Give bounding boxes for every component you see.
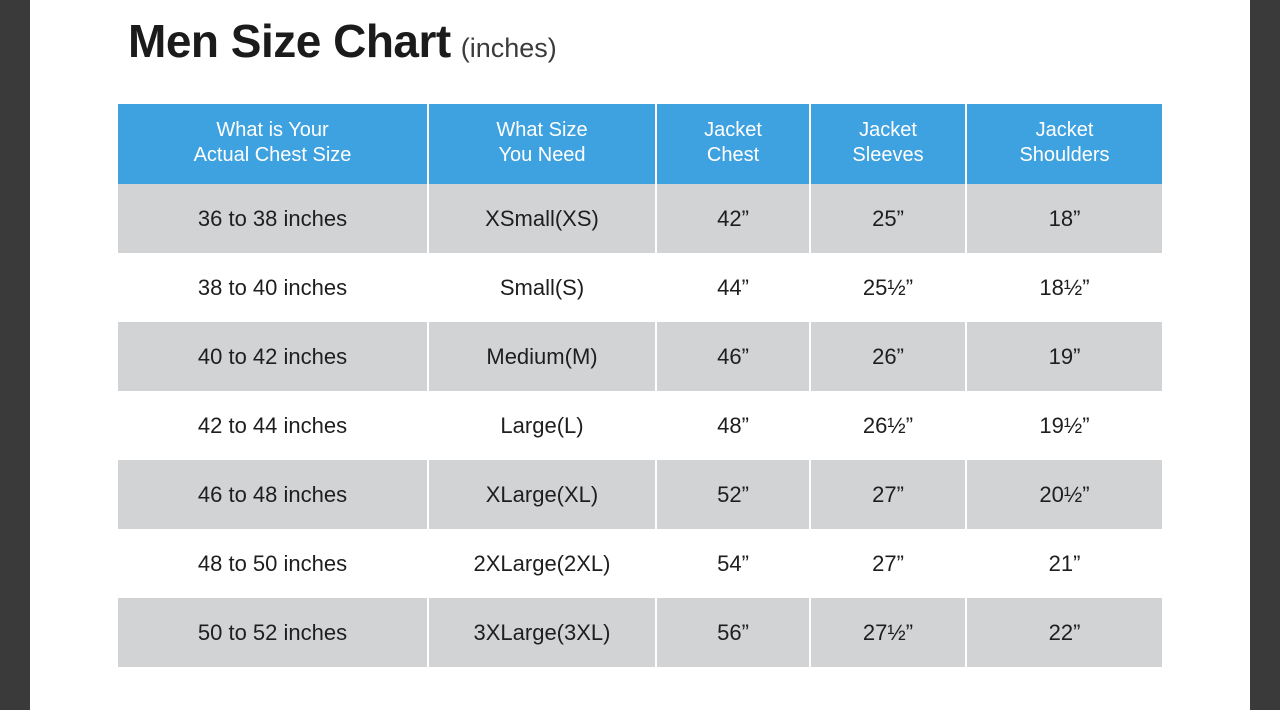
left-gutter [0,0,30,710]
header-line-2: Actual Chest Size [193,144,352,166]
table-row [118,460,1162,529]
cell-size-needed: XLarge(XL) [428,460,656,529]
title-main-text: Men Size Chart [128,15,451,67]
cell-chest-size: 40 to 42 inches [118,322,428,391]
cell-jacket-shoulders: 18½” [966,253,1162,322]
cell-jacket-chest: 48” [656,391,810,460]
table-header [118,104,1162,184]
cell-chest-size: 46 to 48 inches [118,460,428,529]
size-chart-table [118,104,1162,667]
cell-jacket-shoulders: 19” [966,322,1162,391]
table-row [118,529,1162,598]
cell-size-needed: XSmall(XS) [428,184,656,253]
cell-jacket-chest: 54” [656,529,810,598]
page-title [128,15,557,67]
table-row [118,322,1162,391]
header-line-1: Jacket [1035,119,1094,141]
header-line-1: What Size [496,119,588,141]
cell-size-needed: 2XLarge(2XL) [428,529,656,598]
cell-chest-size: 36 to 38 inches [118,184,428,253]
cell-jacket-chest: 52” [656,460,810,529]
header-row [118,104,1162,184]
cell-jacket-chest: 56” [656,598,810,667]
cell-size-needed: Medium(M) [428,322,656,391]
column-header-jacket-shoulders [966,104,1162,184]
table-row [118,184,1162,253]
header-line-2: Sleeves [852,144,924,166]
column-header-size-you-need [428,104,656,184]
table-row [118,253,1162,322]
cell-size-needed: Small(S) [428,253,656,322]
cell-jacket-sleeves: 26” [810,322,966,391]
header-line-2: Chest [706,144,760,166]
cell-jacket-chest: 44” [656,253,810,322]
cell-jacket-shoulders: 20½” [966,460,1162,529]
right-gutter [1250,0,1280,710]
cell-jacket-shoulders: 22” [966,598,1162,667]
cell-jacket-sleeves: 25” [810,184,966,253]
cell-jacket-shoulders: 19½” [966,391,1162,460]
header-line-2: You Need [498,144,586,166]
cell-jacket-chest: 46” [656,322,810,391]
chart-sheet [30,0,1250,710]
cell-jacket-chest: 42” [656,184,810,253]
table-row [118,598,1162,667]
cell-size-needed: 3XLarge(3XL) [428,598,656,667]
cell-chest-size: 50 to 52 inches [118,598,428,667]
title-unit-text: (inches) [460,33,557,63]
header-line-2: Shoulders [1019,144,1110,166]
cell-chest-size: 42 to 44 inches [118,391,428,460]
header-line-1: What is Your [216,119,329,141]
header-line-1: Jacket [859,119,917,141]
cell-jacket-shoulders: 21” [966,529,1162,598]
cell-jacket-sleeves: 26½” [810,391,966,460]
cell-chest-size: 38 to 40 inches [118,253,428,322]
column-header-jacket-sleeves [810,104,966,184]
cell-jacket-shoulders: 18” [966,184,1162,253]
cell-chest-size: 48 to 50 inches [118,529,428,598]
cell-jacket-sleeves: 27” [810,460,966,529]
cell-size-needed: Large(L) [428,391,656,460]
header-line-1: Jacket [704,119,762,141]
cell-jacket-sleeves: 27½” [810,598,966,667]
table-body [118,184,1162,667]
column-header-actual-chest-size [118,104,428,184]
cell-jacket-sleeves: 25½” [810,253,966,322]
column-header-jacket-chest [656,104,810,184]
table-row [118,391,1162,460]
cell-jacket-sleeves: 27” [810,529,966,598]
